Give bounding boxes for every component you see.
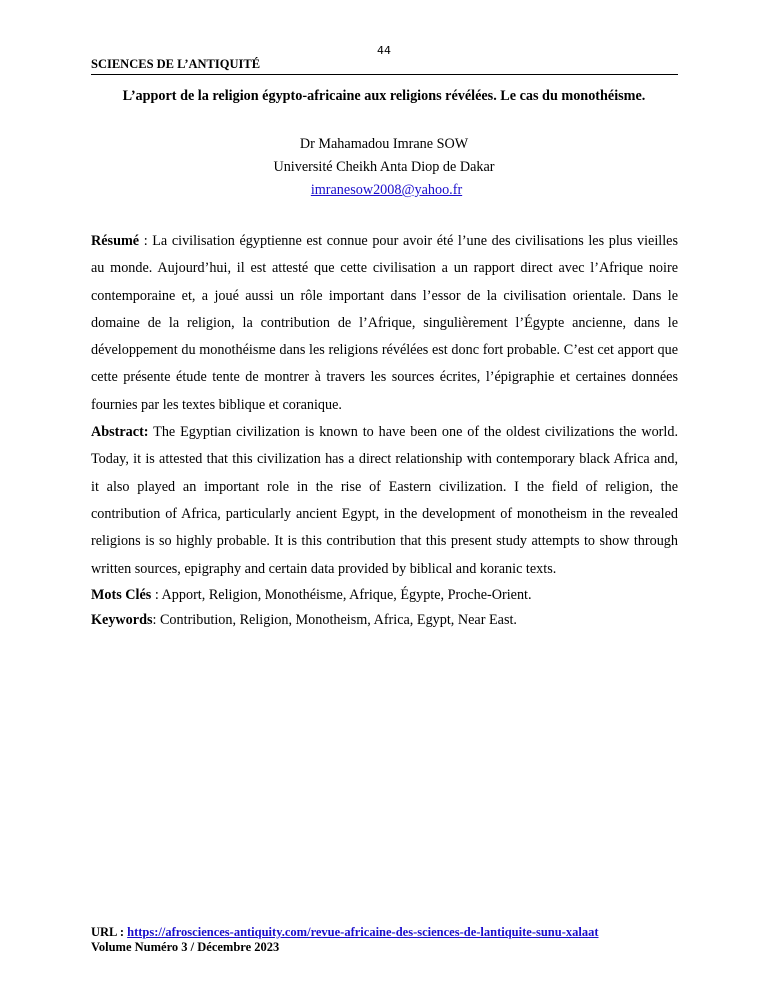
footer: [91, 925, 691, 955]
abstract-label: Abstract:: [91, 424, 149, 441]
footer-url-label: URL :: [91, 925, 128, 939]
author-block: [0, 133, 768, 202]
footer-url-line: [91, 925, 691, 940]
author-affiliation: Université Cheikh Anta Diop de Dakar: [273, 159, 495, 175]
abstract-block: [91, 228, 678, 583]
abstract-paragraph: [91, 419, 678, 583]
mots-cles-line: [91, 583, 678, 608]
keywords-block: [91, 583, 678, 633]
mots-cles-text: : Apport, Religion, Monothéisme, Afrique, Égypte, Proche-Orient.: [151, 587, 532, 603]
keywords-text: : Contribution, Religion, Monotheism, Africa, Egypt, Near East.: [152, 612, 517, 628]
author-email-link[interactable]: imranesow2008@yahoo.fr: [310, 182, 463, 198]
page-number: 44: [377, 44, 391, 57]
journal-header: SCIENCES DE L’ANTIQUITÉ: [91, 57, 678, 75]
author-name: Dr Mahamadou Imrane SOW: [299, 136, 469, 152]
resume-paragraph: [91, 228, 678, 419]
resume-text: : La civilisation égyptienne est connue pour avoir été l’une des civilisations les plus vieilles au monde. Aujourd’hui, il est attesté que cette civilisation a un rapport direct avec l’Afrique noire contemporaine et, a joué aussi un rôle important dans l’essor de la civilisation orientale. Dans le domaine de la religion, la contribution de l’Afrique, singulièrement l’Égypte ancienne, dans le développement du monothéisme dans les religions révélées est donc fort probable. C’est cet apport que cette présente étude tente de montrer à travers les sources écrites, l’épigraphie et certaines données fournies par les textes biblique et coranique.: [91, 233, 678, 413]
footer-url-link[interactable]: https://afrosciences-antiquity.com/revue-africaine-des-sciences-de-lantiquite-sunu-xalaat: [127, 925, 599, 939]
footer-volume: Volume Numéro 3 / Décembre 2023: [91, 940, 280, 954]
keywords-line: [91, 608, 678, 633]
abstract-text: The Egyptian civilization is known to have been one of the oldest civilizations the world. Today, it is attested that this civilization has a direct relationship with contemporary black Africa and, it also played an important role in the rise of Eastern civilization. I the field of religion, the contribution of Africa, particularly ancient Egypt, in the development of monotheism in the revealed religions is so highly probable. It is this contribution that this present study attempts to show through written sources, epigraphy and certain data provided by biblical and koranic texts.: [91, 424, 678, 577]
article-title: L’apport de la religion égypto-africaine aux religions révélées. Le cas du monothéisme.: [122, 88, 646, 104]
mots-cles-label: Mots Clés: [91, 587, 152, 603]
resume-label: Résumé: [91, 233, 140, 249]
keywords-label: Keywords: [91, 612, 153, 628]
